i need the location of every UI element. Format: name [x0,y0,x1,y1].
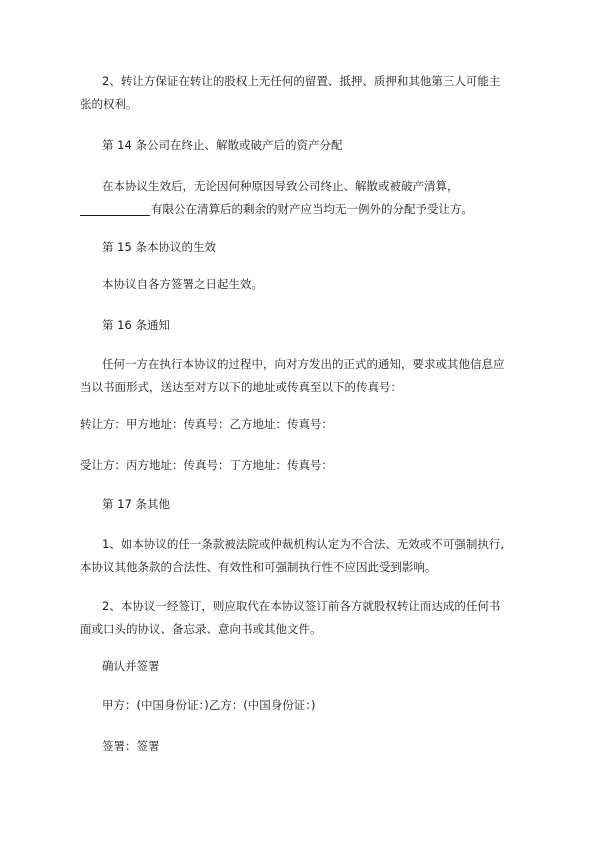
text-line: 在本协议生效后，无论因何种原因导致公司终止、解散或被破产清算， [102,179,459,193]
clause-2-guarantee [80,70,525,116]
fill-in-blank [80,202,150,216]
clause-2-entire-agreement [80,595,525,641]
text-line: 2、本协议一经签订，则应取代在本协议签订前各方就股权转让而达成的任何书 [102,599,501,613]
heading-text: 第 15 条本协议的生效 [102,240,216,254]
party-id-line [80,694,525,717]
article-14-heading [80,134,525,157]
heading-text: 第 17 条其他 [102,497,170,511]
transferee-contact [80,454,525,477]
text-line: 甲方：(中国身份证：)乙方：(中国身份证：) [102,698,316,712]
clause-1-severability [80,533,525,579]
text-line: 任何一方在执行本协议的过程中，向对方发出的正式的通知，要求或其他信息应 [102,357,505,371]
heading-text: 第 14 条公司在终止、解散或破产后的资产分配 [102,138,343,152]
text-line: 2、转让方保证在转让的股权上无任何的留置、抵押、质押和其他第三人可能主 [102,74,501,88]
text-line: 当以书面形式，送达至对方以下的地址或传真至以下的传真号： [80,380,402,394]
article-17-heading [80,493,525,516]
text-line: 有限公在清算后的剩余的财产应当均无一例外的分配予受让方。 [151,202,473,216]
article-16-body [80,353,525,399]
article-15-body [80,273,525,296]
text-line: 张的权利。 [80,97,138,111]
text-line: 面或口头的协议、备忘录、意向书或其他文件。 [80,622,322,636]
text-line: 受让方：丙方地址：传真号：丁方地址：传真号： [80,458,333,472]
signature-line [80,735,525,758]
text-line: 签署：签署 [102,739,160,753]
transferor-contact [80,413,525,436]
text-line: 1、如本协议的任一条款被法院或仲裁机构认定为不合法、无效或不可强制执行, [102,537,504,551]
article-14-body [80,175,525,221]
confirm-sign-heading [80,655,525,678]
heading-text: 第 16 条通知 [102,318,170,332]
text-line: 本协议其他条款的合法性、有效性和可强制执行性不应因此受到影响。 [80,560,437,574]
text-line: 转让方：甲方地址：传真号：乙方地址：传真号： [80,417,333,431]
text-line: 本协议自各方签署之日起生效。 [102,277,263,291]
article-15-heading [80,236,525,259]
article-16-heading [80,314,525,337]
heading-text: 确认并签署 [102,659,160,673]
